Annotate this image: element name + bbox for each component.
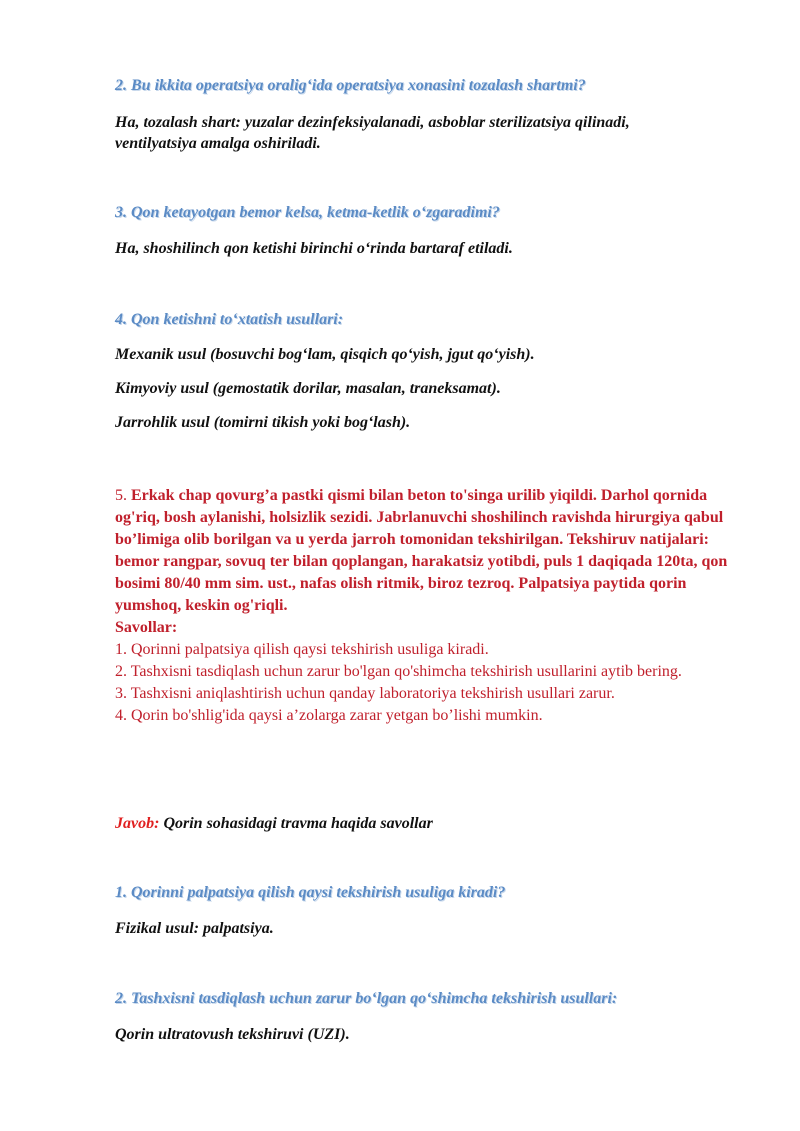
answer-2: Qorin ultratovush tekshiruvi (UZI).: [115, 1026, 350, 1043]
case-question-2: 2. Tashxisni tasdiqlash uchun zarur bo'lgan qo'shimcha tekshirish usullarini aytib bering.: [115, 663, 682, 680]
javob-title: Qorin sohasidagi travma haqida savollar: [159, 815, 433, 832]
question-4-heading: 4. Qon ketishni to‘xtatish usullari:: [115, 311, 344, 328]
answer-1: Fizikal usul: palpatsiya.: [115, 920, 274, 937]
answer-2-line-2: ventilyatsiya amalga oshiriladi.: [115, 135, 321, 152]
clinical-case-5: [115, 485, 755, 727]
answer-question-1-heading: 1. Qorinni palpatsiya qilish qaysi tekshirish usuliga kiradi?: [115, 884, 506, 901]
answer-question-2-heading: 2. Tashxisni tasdiqlash uchun zarur bo‘lgan qo‘shimcha tekshirish usullari:: [115, 990, 618, 1007]
javob-line: [115, 815, 433, 833]
answer-4-surgical: Jarrohlik usul (tomirni tikish yoki bog‘lash).: [115, 414, 411, 431]
question-3-heading: 3. Qon ketayotgan bemor kelsa, ketma-ketlik o‘zgaradimi?: [115, 204, 500, 221]
case-questions-heading: Savollar:: [115, 619, 178, 636]
answer-3: Ha, shoshilinch qon ketishi birinchi o‘rinda bartaraf etiladi.: [115, 240, 513, 257]
answer-4-chemical: Kimyoviy usul (gemostatik dorilar, masalan, traneksamat).: [115, 380, 501, 397]
question-2-heading: 2. Bu ikkita operatsiya oralig‘ida operatsiya xonasini tozalash shartmi?: [115, 77, 586, 94]
answer-2-line-1: Ha, tozalash shart: yuzalar dezinfeksiyalanadi, asboblar sterilizatsiya qilinadi,: [115, 114, 630, 131]
case-question-4: 4. Qorin bo'shlig'ida qaysi a’zolarga zarar yetgan bo’lishi mumkin.: [115, 707, 543, 724]
javob-label: Javob:: [115, 815, 160, 832]
case-question-1: 1. Qorinni palpatsiya qilish qaysi tekshirish usuliga kiradi.: [115, 641, 489, 658]
case-description: Erkak chap qovurg’a pastki qismi bilan beton to'singa urilib yiqildi. Darhol qornida og'riq, bosh aylanishi, holsizlik sezidi. Jabrlanuvchi shoshilinch ravishda hirurgiya qabul bo’limiga olib borilgan va u yerda jarroh tomonidan tekshirilgan. Tekshiruv natijalari: bemor rangpar, sovuq ter bilan qoplangan, harakatsiz yotibdi, puls 1 daqiqada 120ta, qon bosimi 80/40 mm sim. ust., nafas olish ritmik, biroz tezroq. Palpatsiya paytida qorin yumshoq, keskin og'riqli.: [115, 487, 728, 614]
case-number: 5.: [115, 487, 131, 504]
answer-4-mechanical: Mexanik usul (bosuvchi bog‘lam, qisqich qo‘yish, jgut qo‘yish).: [115, 346, 535, 363]
case-question-3: 3. Tashxisni aniqlashtirish uchun qanday laboratoriya tekshirish usullari zarur.: [115, 685, 615, 702]
